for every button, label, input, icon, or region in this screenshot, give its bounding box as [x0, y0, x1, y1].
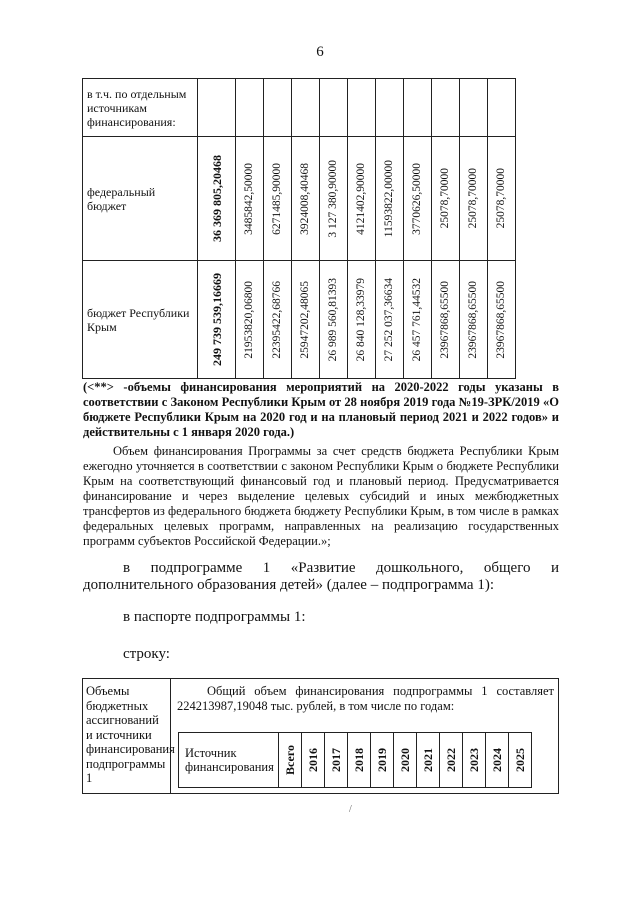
column-header: 2019 [375, 748, 389, 772]
header-label: в т.ч. по отдельным источникам финансирования: [83, 79, 198, 137]
table-row-crimea [83, 261, 516, 379]
federal-value: 25078,70000 [494, 168, 507, 229]
passport-left-label: Объемы бюджетных ассигнований и источники финансирования подпрограммы 1 [83, 679, 171, 793]
passport-table [82, 678, 559, 794]
financing-note: (<**> -объемы финансирования мероприятий на 2020-2022 годы указаны в соответствии с Законом Республики Крым от 28 ноября 2019 года №19-ЗРК/2019 «О бюджете Республики Крым на 2020 год и на плановый период 2021 и 2022 годов» и действительны с 1 января 2020 года.) [83, 380, 559, 439]
crimea-value: 26 457 761,44532 [410, 277, 423, 362]
column-header: 2025 [513, 748, 527, 772]
crimea-value: 26 840 128,33979 [354, 277, 367, 362]
crimea-value: 22395422,68766 [270, 280, 283, 359]
column-header: 2018 [352, 748, 366, 772]
row-label-crimea: бюджет Республики Крым [83, 261, 198, 379]
passport-right-cell [171, 679, 558, 793]
passport-line: в паспорте подпрограммы 1: [123, 609, 306, 625]
federal-value: 6271485,90000 [270, 162, 283, 235]
crimea-value: 21953820,06800 [242, 280, 255, 359]
federal-value: 3 127 380,90000 [326, 159, 339, 238]
subprogram-paragraph: в подпрограмме 1 «Развитие дошкольного, общего и дополнительного образования детей» (далее – подпрограмма 1): [83, 560, 559, 593]
column-header: 2023 [467, 748, 481, 772]
column-header: 2022 [444, 748, 458, 772]
source-header: Источник финансирования [179, 733, 279, 788]
crimea-total: 249 739 539,16669 [209, 273, 224, 366]
federal-value: 4121402,90000 [354, 162, 367, 235]
crimea-value: 23967868,65500 [494, 280, 507, 359]
crimea-value: 27 252 037,36634 [382, 277, 395, 362]
federal-value: 11593822,00000 [382, 159, 395, 238]
federal-total: 36 369 805,20468 [209, 155, 224, 242]
stray-mark: / [349, 804, 352, 815]
column-header: 2020 [398, 748, 412, 772]
crimea-value: 23967868,65500 [438, 280, 451, 359]
federal-value: 3770626,50000 [410, 162, 423, 235]
row-label-federal: федеральный бюджет [83, 137, 198, 261]
federal-value: 25078,70000 [466, 168, 479, 229]
row-line: строку: [123, 646, 170, 662]
column-header: 2016 [306, 748, 320, 772]
years-table [178, 732, 532, 788]
column-header: 2021 [421, 748, 435, 772]
table-row-federal [83, 137, 516, 261]
federal-value: 3485842,50000 [242, 162, 255, 235]
crimea-value: 25947202,48065 [298, 280, 311, 359]
federal-value: 25078,70000 [438, 168, 451, 229]
passport-total-text: Общий объем финансирования подпрограммы 1 составляет 224213987,19048 тыс. рублей, в том числе по годам: [177, 684, 554, 713]
crimea-value: 26 989 560,81393 [326, 277, 339, 362]
financing-table [82, 78, 516, 379]
column-header: 2017 [329, 748, 343, 772]
crimea-value: 23967868,65500 [466, 280, 479, 359]
federal-value: 3924008,40468 [298, 162, 311, 235]
column-header: Всего [283, 745, 297, 775]
column-header: 2024 [490, 748, 504, 772]
page-number: 6 [316, 44, 324, 60]
years-header-row [179, 733, 532, 788]
table-row-header [83, 79, 516, 137]
financing-info-paragraph: Объем финансирования Программы за счет средств бюджета Республики Крым ежегодно уточняется в соответствии с законом Республики Крым о бюджете Республики Крым на соответствующий финансовый год и плановый период. Предусматривается финансирование и через выделение целевых субсидий и иных межбюджетных трансфертов из федерального бюджета бюджету Республики Крым, в том числе в рамках федеральных целевых программ, направленных на реализацию государственных программ субъектов Российской Федерации.»; [83, 444, 559, 548]
